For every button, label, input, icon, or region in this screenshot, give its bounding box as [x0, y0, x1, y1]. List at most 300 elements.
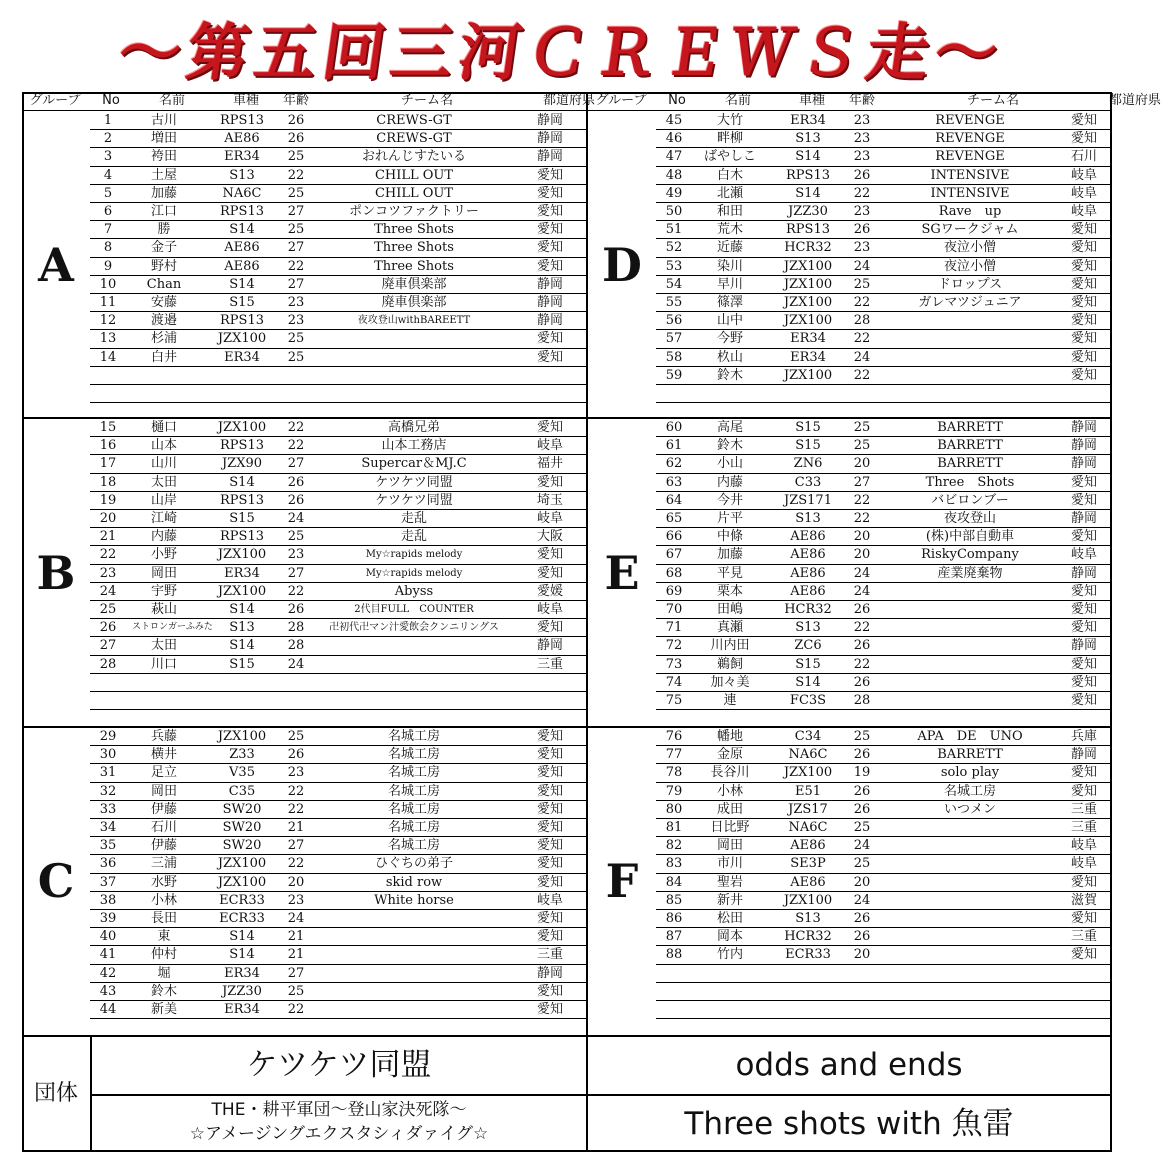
entry-pref: 岐阜 [536, 892, 563, 908]
entry-name: 内藤 [716, 474, 743, 490]
entry-car: E51 [794, 783, 822, 799]
entry-name: 和田 [716, 204, 743, 219]
entry-no: 36 [99, 856, 117, 872]
entry-name: 堀 [157, 965, 171, 981]
entry-age: 22 [287, 1002, 305, 1017]
entry-name: 片平 [716, 511, 743, 526]
entry-name: 三浦 [150, 856, 177, 872]
group-label: B [36, 546, 76, 600]
entry-row [656, 855, 1112, 873]
entry-team: BARRETT [937, 747, 1003, 763]
entry-team: Supercar＆MJ.C [361, 456, 467, 472]
entry-pref: 愛媛 [536, 583, 563, 599]
entry-age: 26 [853, 602, 871, 617]
entry-car: ECR33 [219, 892, 265, 908]
entry-name: 勝 [157, 222, 171, 238]
entry-age: 22 [853, 492, 871, 508]
entry-no: 76 [665, 729, 683, 744]
entry-name: 幡地 [716, 729, 743, 744]
entry-car: ECR33 [785, 947, 831, 963]
entry-name: 伊藤 [150, 801, 177, 817]
entry-pref: 愛知 [536, 983, 563, 999]
entry-team: 廃車倶楽部 [381, 276, 447, 292]
entry-row [90, 185, 586, 203]
entry-name: 新美 [150, 1002, 177, 1017]
entry-age: 20 [853, 547, 871, 563]
entry-car: SE3P [790, 856, 826, 872]
entry-name: 樋口 [150, 420, 177, 435]
entry-name: 安藤 [150, 295, 177, 310]
entry-car: RPS13 [220, 204, 264, 219]
entry-age: 23 [287, 313, 305, 329]
entry-name: 太田 [150, 638, 177, 654]
entry-car: S13 [795, 511, 821, 526]
entry-age: 22 [853, 331, 871, 347]
entry-car: S15 [229, 295, 255, 310]
entry-age: 26 [287, 492, 305, 508]
entry-age: 19 [853, 765, 871, 781]
entry-no: 62 [665, 456, 683, 472]
entry-team: 2代目FULL COUNTER [354, 604, 474, 615]
team-1: ケツケツ同盟 [246, 1047, 432, 1083]
entry-pref: 愛知 [536, 349, 563, 365]
entry-pref: 愛知 [1070, 947, 1097, 963]
entry-age: 22 [287, 856, 305, 872]
entry-car: NA6C [788, 820, 828, 835]
entry-age: 25 [287, 331, 305, 347]
entry-car: JZX100 [217, 420, 267, 435]
entry-age: 26 [853, 929, 871, 945]
entry-no: 19 [99, 492, 117, 508]
entry-no: 23 [99, 565, 117, 581]
entry-row [90, 294, 586, 312]
entry-car: ER34 [790, 331, 826, 347]
entry-car: ZC6 [794, 638, 822, 654]
header-no: No [668, 93, 686, 108]
entry-pref: 愛知 [1070, 911, 1097, 926]
entry-row [90, 855, 586, 873]
entry-age: 24 [287, 656, 305, 672]
entry-car: S15 [229, 656, 255, 672]
entry-name: 田嶋 [716, 602, 743, 617]
entry-car: RPS13 [220, 529, 264, 545]
entry-team: CREWS-GT [376, 113, 452, 128]
entry-car: HCR32 [784, 929, 832, 945]
entry-age: 22 [853, 367, 871, 383]
entry-age: 22 [853, 185, 871, 201]
entry-no: 26 [99, 620, 117, 636]
entry-no: 11 [99, 295, 117, 310]
entry-no: 2 [103, 131, 113, 147]
entry-car: JZS17 [788, 801, 828, 817]
entry-name: 今井 [716, 492, 743, 508]
entry-age: 26 [287, 602, 305, 617]
entry-name: 連 [723, 693, 737, 708]
entry-pref: 愛知 [536, 331, 563, 347]
entry-row [90, 910, 586, 928]
entry-name: 小山 [716, 456, 743, 472]
entry-row [656, 294, 1112, 312]
entry-car: S14 [795, 674, 821, 690]
entry-car: AE86 [224, 131, 260, 147]
entry-row [656, 185, 1112, 203]
entry-pref: 三重 [536, 656, 563, 672]
team-section-label: 団体 [33, 1081, 78, 1106]
entry-age: 25 [287, 149, 305, 165]
entry-pref: 愛知 [536, 474, 563, 490]
entry-row [656, 419, 1112, 437]
entry-row [656, 692, 1112, 710]
entry-row [656, 528, 1112, 546]
entry-pref: 静岡 [536, 276, 563, 292]
entry-no: 47 [665, 149, 683, 165]
entry-car: JZX100 [783, 892, 833, 908]
entry-row [90, 492, 586, 510]
entry-row [656, 203, 1112, 221]
entry-age: 25 [853, 420, 871, 435]
entry-no: 86 [665, 911, 683, 926]
entry-no: 39 [99, 911, 117, 926]
entry-pref: 愛知 [1070, 276, 1097, 292]
entry-no: 72 [665, 638, 683, 654]
entry-age: 24 [853, 838, 871, 854]
entry-car: AE86 [790, 583, 826, 599]
entry-team: skid row [385, 874, 443, 890]
entry-age: 26 [853, 167, 871, 183]
entry-row [656, 221, 1112, 239]
entry-age: 23 [853, 113, 871, 128]
entry-name: 平見 [716, 565, 743, 581]
entry-pref: 滋賀 [1070, 892, 1097, 908]
entry-row [90, 892, 586, 910]
entry-pref: 愛知 [1070, 131, 1097, 147]
entry-pref: 愛知 [1070, 258, 1097, 274]
entry-no: 82 [665, 838, 683, 854]
entry-car: S15 [795, 420, 821, 435]
entry-pref: 愛知 [1070, 240, 1097, 256]
entry-no: 6 [103, 204, 113, 219]
entry-age: 22 [287, 258, 305, 274]
entry-car: JZX100 [217, 729, 267, 744]
entry-pref: 愛知 [1070, 222, 1097, 238]
entry-pref: 愛知 [536, 565, 563, 581]
entry-car: C35 [228, 783, 256, 799]
entry-team: INTENSIVE [930, 185, 1010, 201]
entry-age: 22 [287, 438, 305, 454]
entry-pref: 愛知 [1070, 367, 1097, 383]
entry-no: 48 [665, 167, 683, 183]
entry-car: ER34 [224, 349, 260, 365]
entry-no: 20 [99, 511, 117, 526]
entry-pref: 愛知 [536, 929, 563, 945]
entry-age: 22 [287, 583, 305, 599]
entry-car: C34 [794, 729, 822, 744]
entry-car: HCR32 [784, 240, 832, 256]
entry-row [90, 601, 586, 619]
entry-car: S13 [795, 620, 821, 636]
entry-row [90, 1001, 586, 1019]
entry-no: 52 [665, 240, 683, 256]
entry-age: 22 [287, 801, 305, 817]
entry-name: 足立 [150, 765, 177, 781]
entry-no: 43 [99, 983, 117, 999]
header-age: 年齢 [848, 93, 875, 108]
entry-no: 38 [99, 892, 117, 908]
entry-car: S14 [229, 638, 255, 654]
entry-age: 28 [287, 638, 305, 654]
entry-age: 27 [287, 240, 305, 256]
entry-row [656, 239, 1112, 257]
entry-pref: 愛知 [1070, 765, 1097, 781]
header-team: チーム名 [966, 93, 1019, 108]
entry-name: 野村 [150, 258, 177, 274]
group-label: A [38, 238, 74, 292]
entry-no: 68 [665, 565, 683, 581]
entry-team: solo play [940, 765, 1000, 781]
entry-name: 白木 [716, 167, 743, 183]
entry-car: ER34 [224, 1002, 260, 1017]
entry-age: 21 [287, 820, 305, 835]
entry-team: 山本工務店 [381, 438, 447, 454]
empty-row [90, 692, 586, 710]
entry-team: 名城工房 [387, 820, 440, 835]
entry-row [656, 764, 1112, 782]
entry-pref: 愛知 [536, 729, 563, 744]
entry-pref: 愛知 [536, 222, 563, 238]
entry-no: 87 [665, 929, 683, 945]
entry-pref: 愛知 [1070, 113, 1097, 128]
entry-pref: 岐阜 [1070, 204, 1097, 219]
entry-pref: 愛知 [536, 185, 563, 201]
entry-pref: 愛知 [536, 204, 563, 219]
team-3: THE・耕平軍団〜登山家決死隊〜 [211, 1100, 467, 1120]
entry-team: My☆rapids melody [365, 549, 463, 561]
entry-row [656, 546, 1112, 564]
entry-row [656, 258, 1112, 276]
entry-name: 加藤 [716, 547, 743, 563]
entry-age: 27 [287, 276, 305, 292]
entry-team: REVENGE [935, 149, 1005, 165]
entry-row [90, 437, 586, 455]
entry-age: 26 [287, 113, 305, 128]
entry-name: 東 [157, 929, 171, 945]
entry-name: 日比野 [710, 820, 750, 835]
team-4: ☆アメージングエクスタシィダァイグ☆ [189, 1124, 489, 1144]
header-divider [22, 110, 1112, 111]
entry-row [656, 510, 1112, 528]
entry-name: 江崎 [150, 511, 177, 526]
entry-car: JZZ30 [788, 204, 828, 219]
entry-row [90, 221, 586, 239]
entry-row [656, 276, 1112, 294]
entry-car: S14 [229, 929, 255, 945]
entry-no: 83 [665, 856, 683, 872]
empty-row [656, 1001, 1112, 1019]
entry-name: 鈴木 [716, 367, 743, 383]
entry-car: JZX100 [217, 331, 267, 347]
entry-age: 24 [853, 565, 871, 581]
entry-row [90, 167, 586, 185]
entry-no: 28 [99, 656, 117, 672]
entry-team: 名城工房 [387, 747, 440, 763]
entry-no: 42 [99, 965, 117, 981]
entry-no: 29 [99, 729, 117, 744]
entry-row [90, 148, 586, 166]
entry-team: RiskyCompany [921, 547, 1019, 563]
entry-age: 20 [853, 874, 871, 890]
entry-age: 23 [287, 547, 305, 563]
entry-pref: 愛知 [536, 783, 563, 799]
entry-car: JZZ30 [222, 983, 262, 999]
team-2: odds and ends [735, 1047, 963, 1083]
entry-pref: 愛知 [1070, 620, 1097, 636]
entry-pref: 静岡 [536, 113, 563, 128]
entry-row [90, 276, 586, 294]
entry-car: ER34 [224, 965, 260, 981]
entry-age: 26 [853, 911, 871, 926]
entry-age: 26 [287, 747, 305, 763]
entry-row [656, 601, 1112, 619]
entry-pref: 愛知 [536, 747, 563, 763]
header-group: グループ [595, 93, 647, 108]
entry-pref: 福井 [536, 456, 563, 472]
empty-row [90, 367, 586, 385]
header-pref: 都道府県 [1108, 93, 1161, 108]
entry-car: AE86 [790, 874, 826, 890]
entry-age: 20 [853, 456, 871, 472]
entry-name: 荒木 [716, 222, 743, 238]
entry-pref: 愛知 [1070, 492, 1097, 508]
entry-pref: 愛知 [536, 258, 563, 274]
entry-row [90, 349, 586, 367]
empty-row [90, 674, 586, 692]
entry-team: 卍初代卍マン汁愛飲会クンニリングス [329, 622, 499, 634]
entry-row [656, 874, 1112, 892]
entry-pref: 愛知 [1070, 295, 1097, 310]
entry-name: 竹内 [716, 947, 743, 963]
entry-age: 21 [287, 947, 305, 963]
entry-car: FC3S [789, 693, 827, 708]
entry-age: 26 [287, 474, 305, 490]
entry-name: 山岸 [150, 492, 177, 508]
entry-name: 岡本 [716, 929, 743, 945]
group-label: E [604, 546, 640, 600]
entry-age: 26 [853, 801, 871, 817]
entry-name: 聖岩 [716, 874, 743, 890]
entry-no: 88 [665, 947, 683, 963]
entry-name: 成田 [716, 801, 743, 817]
entry-row [656, 112, 1112, 130]
entry-name: 鈴木 [150, 983, 177, 999]
entry-pref: 愛知 [1070, 331, 1097, 347]
entry-row [656, 583, 1112, 601]
entry-no: 49 [665, 185, 683, 201]
entry-name: 市川 [716, 856, 743, 872]
entry-car: JZS171 [784, 492, 832, 508]
entry-pref: 埼玉 [536, 492, 563, 508]
entry-pref: 静岡 [1070, 747, 1097, 763]
entry-no: 66 [665, 529, 683, 545]
entry-age: 27 [287, 965, 305, 981]
entry-age: 26 [853, 747, 871, 763]
entry-team: ケツケツ同盟 [375, 474, 453, 490]
entry-row [656, 474, 1112, 492]
entry-pref: 愛知 [1070, 313, 1097, 329]
entry-row [656, 637, 1112, 655]
entry-car: AE86 [790, 838, 826, 854]
entry-row [90, 801, 586, 819]
entry-no: 80 [665, 801, 683, 817]
entry-name: 土屋 [150, 167, 177, 183]
entry-team: INTENSIVE [930, 167, 1010, 183]
entry-car: C33 [794, 474, 822, 490]
entry-team: ドロップス [937, 276, 1003, 292]
entry-team: Three Shots [374, 258, 454, 274]
entry-team: My☆rapids melody [365, 567, 463, 579]
entry-name: 近藤 [716, 240, 743, 256]
entry-row [656, 656, 1112, 674]
entry-pref: 岐阜 [1070, 547, 1097, 563]
entry-row [90, 258, 586, 276]
entry-team: 名城工房 [387, 729, 440, 744]
entry-team: 夜泣小僧 [943, 258, 996, 274]
entry-age: 26 [287, 131, 305, 147]
entry-car: Z33 [229, 747, 255, 763]
header-group: グループ [29, 93, 81, 108]
entry-team: ガレマツジュニア [918, 295, 1022, 310]
entry-age: 23 [853, 240, 871, 256]
header-car: 車種 [798, 93, 825, 108]
entry-no: 7 [103, 222, 113, 238]
entry-team: おれんじすたいる [361, 149, 466, 165]
entry-row [656, 167, 1112, 185]
entry-pref: 愛知 [1070, 349, 1097, 365]
group-label: F [605, 854, 639, 908]
entry-team: 名城工房 [943, 783, 996, 799]
entry-team: White horse [374, 892, 454, 908]
entry-team: 名城工房 [387, 765, 440, 781]
entry-pref: 愛知 [536, 765, 563, 781]
entry-row [656, 928, 1112, 946]
entry-row [90, 637, 586, 655]
entry-name: 松田 [716, 911, 743, 926]
entry-no: 17 [99, 456, 117, 472]
entry-name: ストロンガーふみた [132, 622, 213, 633]
entry-no: 50 [665, 204, 683, 219]
entry-row [90, 837, 586, 855]
entry-age: 25 [287, 529, 305, 545]
header-name: 名前 [724, 93, 751, 108]
entry-row [656, 910, 1112, 928]
entry-age: 25 [853, 729, 871, 744]
entry-team: 走乱 [400, 529, 427, 545]
entry-pref: 静岡 [536, 638, 563, 654]
entry-age: 22 [853, 656, 871, 672]
entry-pref: 三重 [1070, 801, 1097, 817]
entry-no: 5 [103, 185, 113, 201]
entry-team: 名城工房 [387, 783, 440, 799]
entry-team: REVENGE [935, 113, 1005, 128]
entry-pref: 三重 [1070, 929, 1097, 945]
entry-pref: 愛知 [1070, 693, 1097, 708]
entry-no: 71 [665, 620, 683, 636]
entry-no: 34 [99, 820, 117, 835]
entry-no: 44 [99, 1002, 117, 1017]
entry-name: 小林 [716, 783, 743, 799]
entry-name: 鵜飼 [716, 656, 743, 672]
entry-name: 真瀬 [716, 620, 743, 636]
entry-no: 51 [665, 222, 683, 238]
